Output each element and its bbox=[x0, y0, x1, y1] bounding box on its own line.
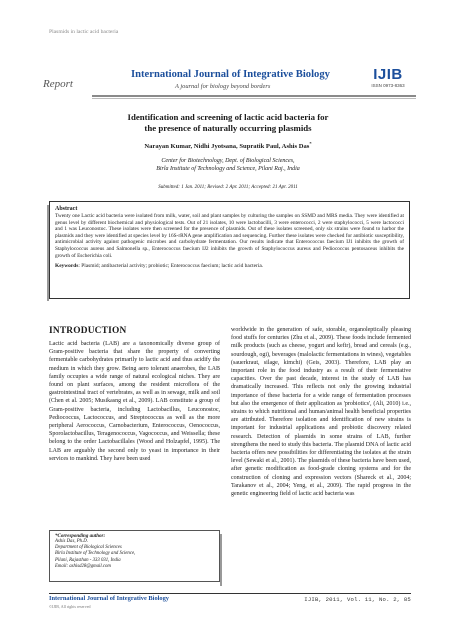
abstract-heading: Abstract bbox=[55, 206, 78, 212]
report-label: Report bbox=[43, 78, 73, 90]
footer-rule bbox=[49, 593, 411, 594]
abstract-text: Twenty one Lactic acid bacteria were isolated from milk, water, soil and plant samples by culturing the samples on SSMD and MRS media. They were identified at genus level by different biochemical and physiological tests. Out of 21 isolates, 10 were lactobacilli, 3 were enterococci, 2 were staphylococci, 5 were lactococci and 1 was Leuconostoc. These isolates were then screened for the presence of plasmids. Out of these isolates screened, only six strains were found to harbor the plasmids and they were identified at species level by 16S-rRNA gene amplification and sequencing. Further these isolates were checked for antibiotic susceptibility, antimicrobial activity against pathogenic microbes and carbohydrate fermentation. Our results indicate that Enterococcus faecium IJ1 inhibits the growth of Staphylococcus aureus and Salmonella sp., Enterococcus faecium IJ2 inhibits the growth of Staphylococcus aureus and Pediococcus pentosaceus inhibits the growth of Escherichia coli. bbox=[55, 213, 404, 259]
correspondence-line: Pilani, Rajasthan - 333 031, India bbox=[55, 557, 121, 563]
header-rule bbox=[92, 95, 416, 97]
logo-text: IJIB bbox=[373, 66, 403, 83]
correspondence-line: Ashis Das, Ph.D. bbox=[55, 539, 88, 544]
affiliation bbox=[60, 157, 396, 173]
right-column bbox=[231, 326, 411, 498]
correspondence-box bbox=[49, 530, 220, 582]
journal-tagline: A journal for biology beyond borders bbox=[175, 83, 271, 90]
title-line-2: the presence of naturally occurring plasmids bbox=[144, 123, 312, 133]
abstract-shadow bbox=[47, 205, 49, 301]
keywords-label: Keywords bbox=[55, 263, 79, 270]
affiliation-line-2: Birla Institute of Technology and Science, Pilani Raj., India bbox=[156, 166, 300, 172]
affiliation-line-1: Center for Biotechnology, Dept. of Biological Sciences, bbox=[161, 158, 295, 164]
left-column bbox=[49, 326, 220, 463]
logo-issn: ISSN 0973-8363 bbox=[371, 83, 405, 88]
footer-citation: IJIB, 2011, Vol. 11, No. 2, 85 bbox=[304, 596, 411, 603]
correspondence-heading: *Corresponding author: bbox=[55, 534, 106, 539]
journal-title: International Journal of Integrative Biology bbox=[131, 69, 330, 80]
abstract-box bbox=[49, 201, 410, 299]
header-rule-thin bbox=[92, 98, 416, 99]
correspondence-line: Department of Biological Sciences bbox=[55, 545, 122, 551]
authors bbox=[60, 141, 396, 150]
title-line-1: Identification and screening of lactic acid bacteria for bbox=[127, 112, 329, 122]
author-mark: * bbox=[309, 141, 312, 146]
footer-journal: International Journal of Integrative Biology bbox=[49, 595, 169, 602]
submission-dates: Submitted: 1 Jan. 2011; Revised: 2 Apr. 2011; Accepted: 21 Apr. 2011 bbox=[158, 185, 298, 190]
keywords bbox=[55, 263, 404, 270]
running-head: Plasmids in lactic acid bacteria bbox=[49, 29, 119, 35]
keywords-text: : Plasmid; antibacterial activity; probiotic; Enterococcus faecium; lactic acid bacteria. bbox=[78, 263, 264, 270]
intro-text-right: worldwide in the generation of safe, storable, organoleptically pleasing food stuffs for centuries (Zhu et al., 2009). These foods include fermented milk products (such as cheese, yogurt and kefir), bread and cereals (e.g., sourdough, ogi), beverages (malolactic fermentations in wines), vegetables (sauerkraut, silage, kimchi) (Geis, 2003). Therefore, LAB play an important role in the food industry as a result of their fermentative capacities. Over the past decade, interest in the study of LAB has dramatically increased. This reflects not only the growing industrial importance of these bacteria for a wide range of fermentation processes but also the emergence of their application as 'probiotics', (Ali, 2010) i.e., strains to which nutritional and human/animal health beneficial properties are attributed. Therefore isolation and identification of new strains is important for industrial applications and probiotic discovery related research. Detection of plasmids in some strains of LAB, further strengthens the need to study this bacteria. The plasmid DNA of lactic acid bacteria offers new possibilities for differentiating the isolates at the strain level (Sewaki et al., 2001). The plasmids of these bacteria have been used, after genetic modification as food-grade cloning systems and for the construction of cloning and expression vectors (Shareck et al., 2004; Tarakanov et al., 2004; Yeng, et al., 2009). The rapid progress in the genetic engineering field of lactic acid bacteria was bbox=[231, 327, 411, 498]
article-title bbox=[60, 112, 396, 134]
correspondence-line: Birla Institute of Technology and Science, bbox=[55, 551, 136, 557]
footer-copyright: ©IJIB, All rights reserved bbox=[49, 604, 91, 609]
author-names: Narayan Kumar, Nidhi Jyotsana, Supratik Paul, Ashis Das bbox=[144, 143, 310, 151]
section-heading-introduction: INTRODUCTION bbox=[49, 326, 127, 336]
correspondence-email: Email: ashisd28@gmail.com bbox=[55, 563, 111, 569]
correspondence-shadow bbox=[220, 534, 222, 586]
intro-text-left: Lactic acid bacteria (LAB) are a taxonomically diverse group of Gram-positive bacteria that share the property of converting fermentable carbohydrates primarily to lactic acid and thus acidify the medium in which they grow. Being aero tolerant anaerobes, the LAB family occupies a wide range of natural ecological niches. They are found on plant surfaces, among the resident microflora of the gastrointestinal tract of vertebrates, as well as in sewage, milk and soil (Chen et al. 2005; Musikasng et al., 2009). LAB constitute a group of Gram-positive bacteria, including Lactobacillus, Leuconostoc, Pediococcus, Lactococcus, and Streptococcus as well as the more peripheral Aerococcus, Carnobacterium, Enterococcus, Oenococcus, Sporolactobacillus, Teragenococcus, Vagococcus, and Weissella; these belong to the order Lactobacillales (Wood and Holzapfel, 1995). The LAB are arguably the second only to yeast in importance in their services to mankind. They have been used bbox=[49, 341, 220, 462]
journal-logo bbox=[362, 66, 414, 92]
